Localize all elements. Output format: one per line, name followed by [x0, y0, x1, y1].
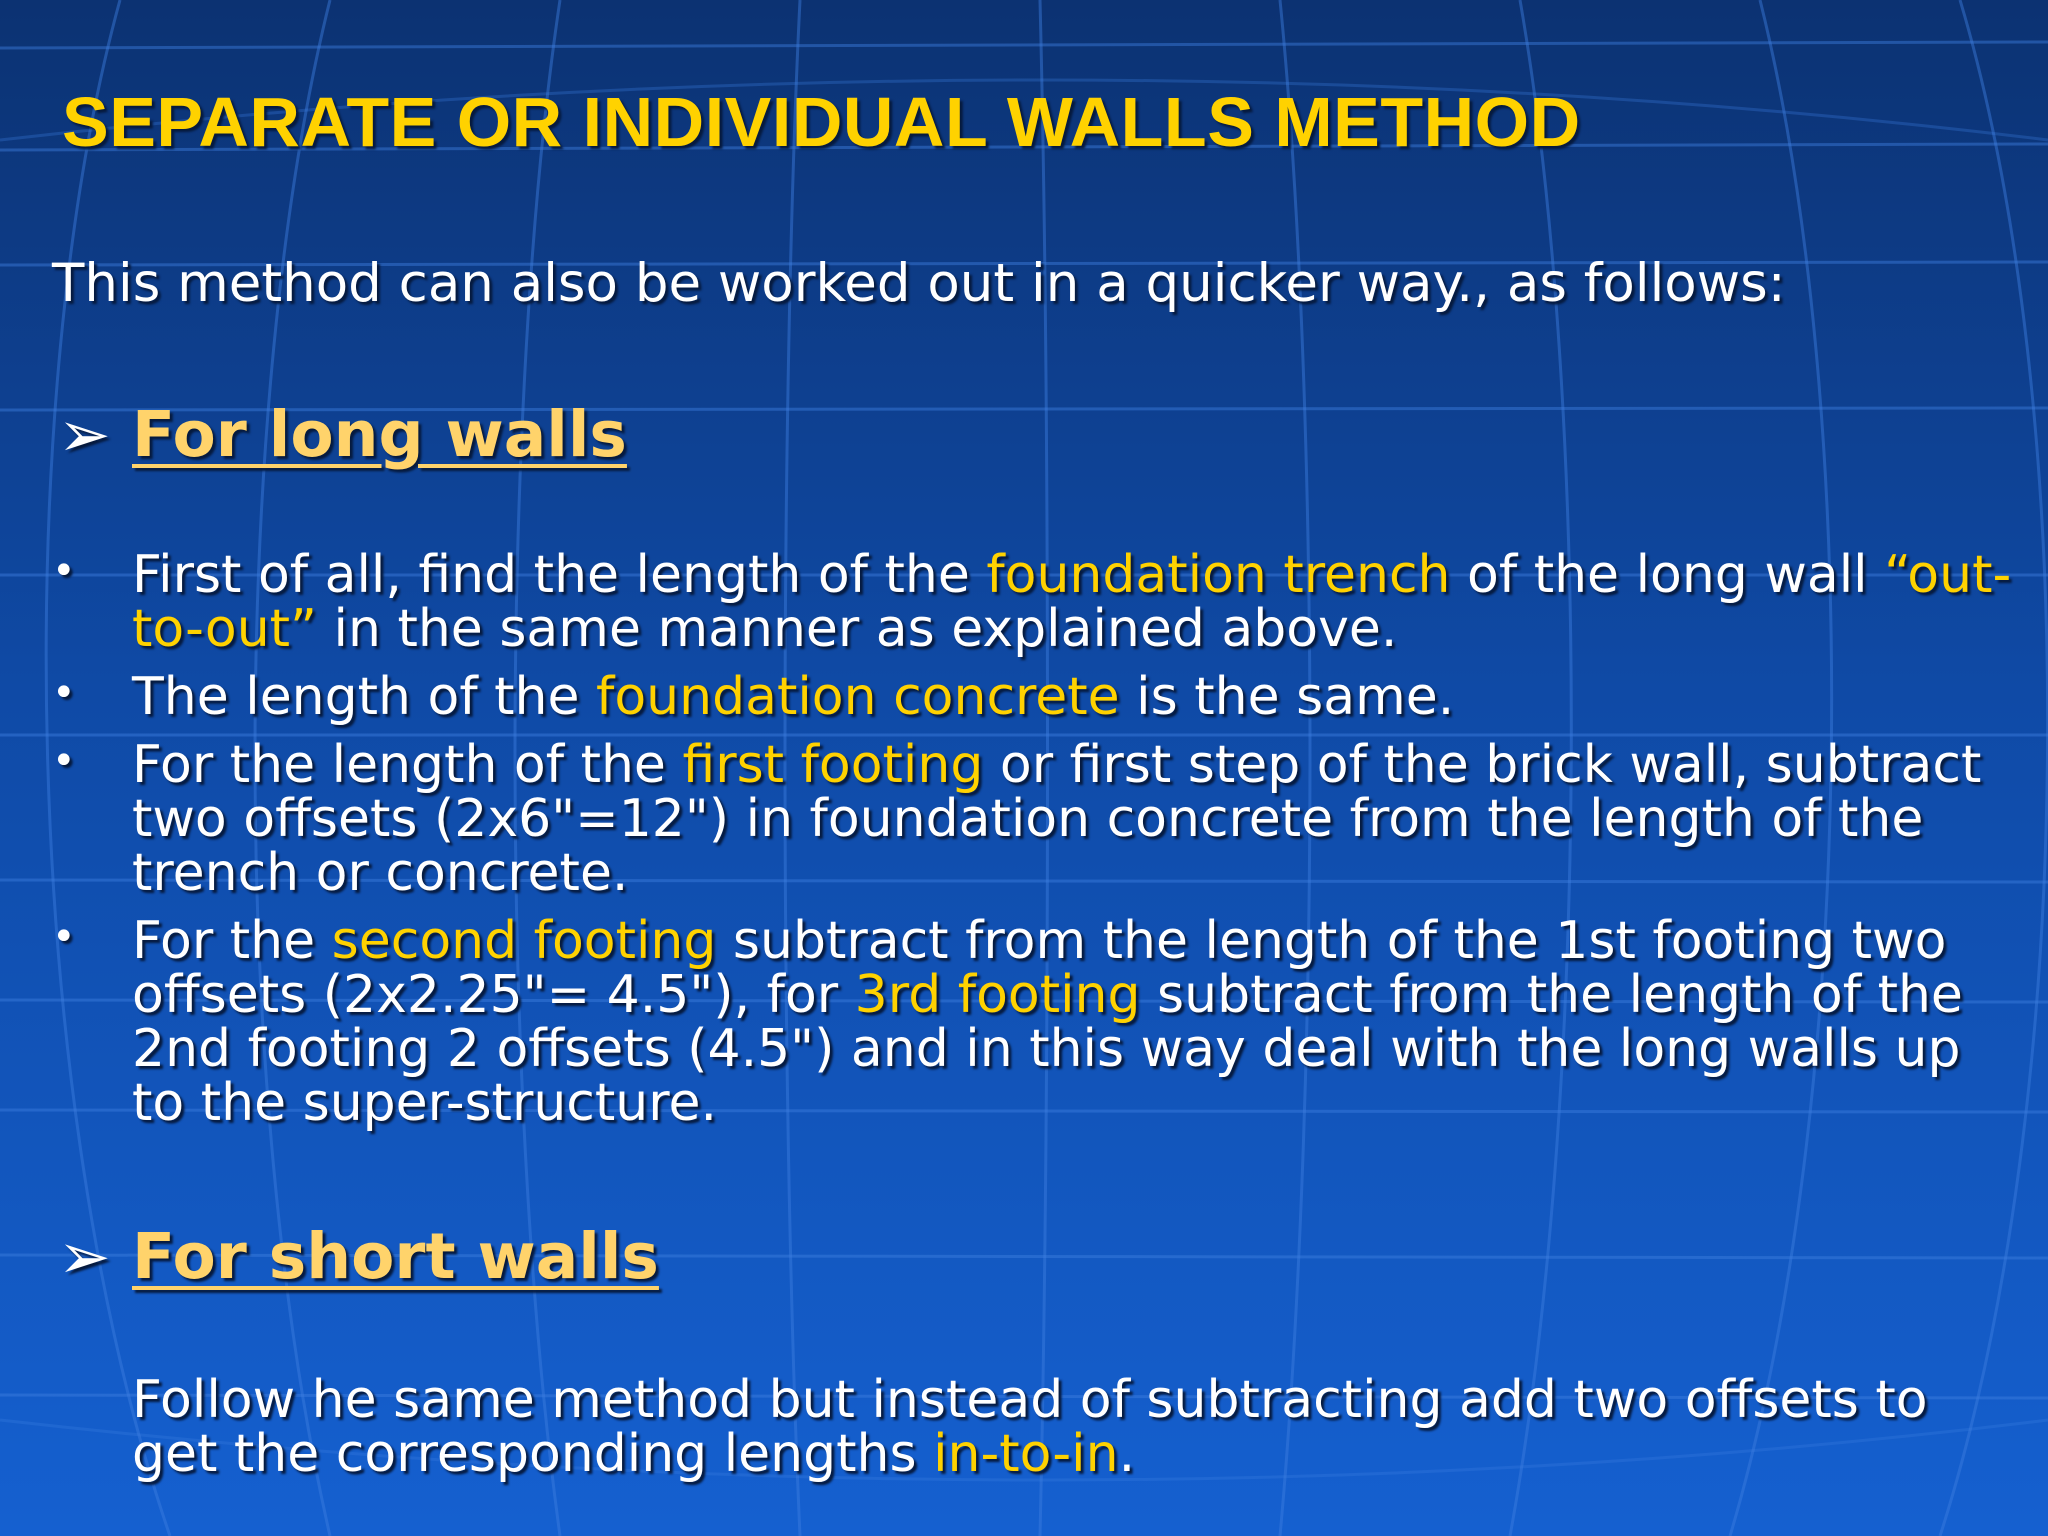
- bullet-text: The length of the: [132, 667, 597, 727]
- slide-title: SEPARATE OR INDIVIDUAL WALLS METHOD: [62, 83, 1581, 161]
- heading-long-walls-text: For long walls: [132, 398, 627, 471]
- bullet-text: or first step of the brick wall, subtract two offsets (2x6"=12") in foundation concrete from the length of the trench or concrete.: [132, 735, 1982, 903]
- short-walls-paragraph: [132, 1370, 2012, 1484]
- bullet-text: subtract from the length of the 2nd footing 2 offsets (4.5") and in this way deal with the long walls up to the super-structure.: [132, 965, 1963, 1133]
- bullet-dot-icon: •: [52, 914, 76, 960]
- list-item: [52, 667, 2012, 727]
- highlight-term: 3rd footing: [854, 965, 1141, 1025]
- highlight-term: second footing: [331, 911, 717, 971]
- bullet-dot-icon: •: [52, 670, 76, 716]
- bullet-text: of the long wall: [1450, 545, 1885, 605]
- highlight-term: first footing: [682, 735, 984, 795]
- bullet-text: in the same manner as explained above.: [317, 599, 1398, 659]
- list-item: [52, 545, 2012, 659]
- highlight-term: foundation concrete: [596, 667, 1120, 727]
- arrow-bullet-icon: ➢: [58, 1220, 111, 1293]
- arrow-bullet-icon: ➢: [58, 398, 111, 471]
- heading-short-walls-text: For short walls: [132, 1220, 659, 1293]
- paragraph-text: Follow he same method but instead of subtracting add two offsets to get the corresponding lengths: [132, 1370, 1928, 1484]
- highlight-term: in-to-in: [933, 1424, 1119, 1484]
- heading-long-walls: [58, 398, 627, 471]
- long-walls-bullet-list: [52, 545, 2012, 1144]
- list-item: [52, 911, 2012, 1133]
- bullet-text: is the same.: [1119, 667, 1455, 727]
- bullet-text: First of all, find the length of the: [132, 545, 987, 605]
- bullet-text: For the length of the: [132, 735, 683, 795]
- bullet-dot-icon: •: [52, 548, 76, 594]
- bullet-dot-icon: •: [52, 738, 76, 784]
- intro-text: This method can also be worked out in a quicker way., as follows:: [52, 253, 1786, 314]
- highlight-term: foundation trench: [986, 545, 1451, 605]
- paragraph-text: .: [1118, 1424, 1136, 1484]
- highlight-term: “out-to-out”: [132, 545, 2012, 659]
- heading-short-walls: [58, 1220, 659, 1293]
- list-item: [52, 735, 2012, 903]
- bullet-text: For the: [132, 911, 332, 971]
- bullet-text: subtract from the length of the 1st footing two offsets (2x2.25"= 4.5"), for: [132, 911, 1947, 1025]
